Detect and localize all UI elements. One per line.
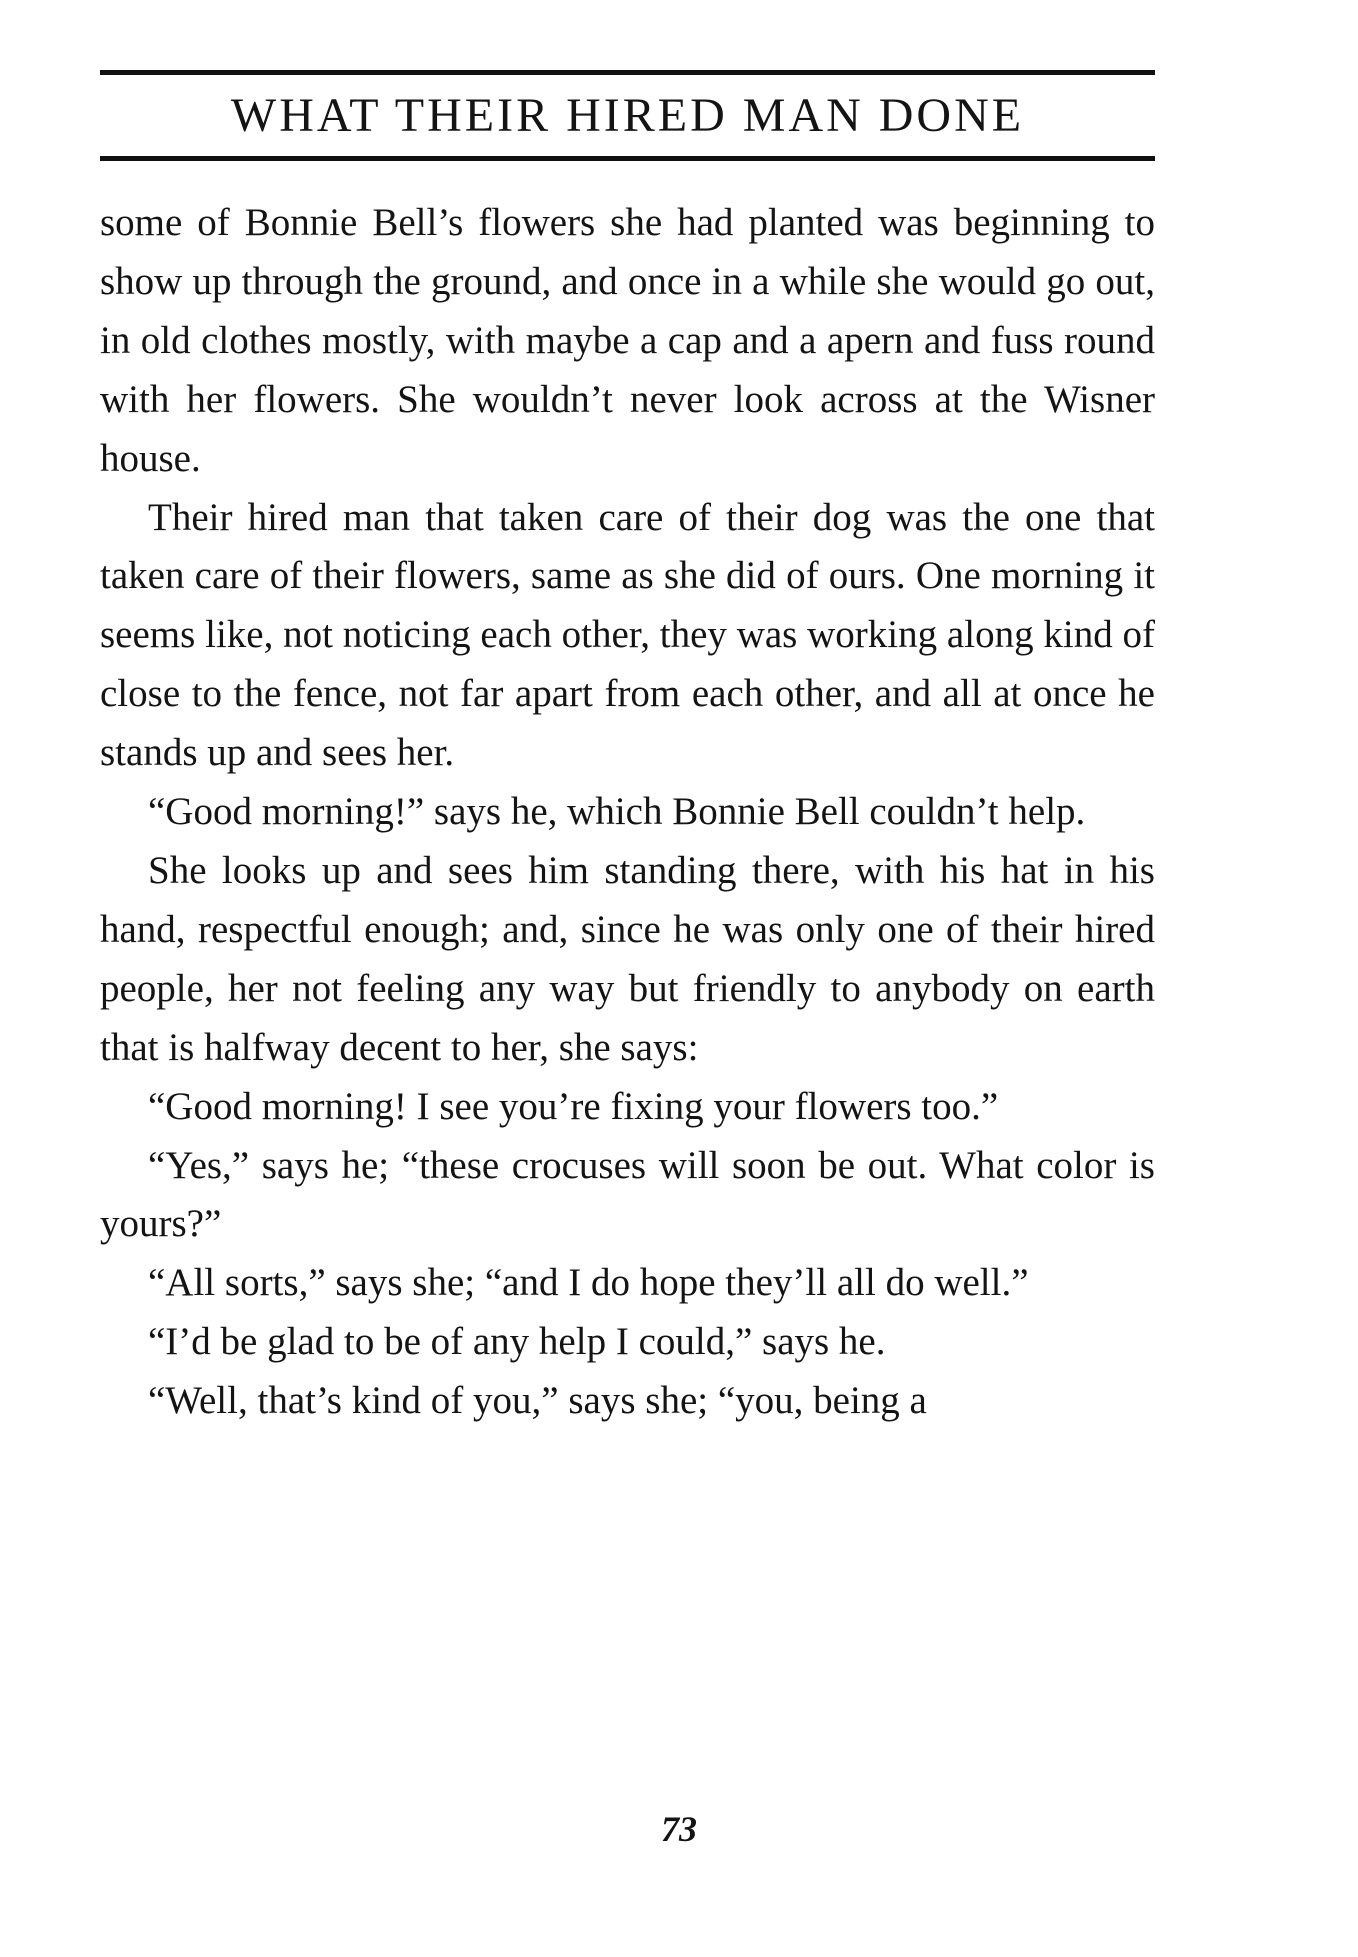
paragraph-dialogue: “All sorts,” says she; “and I do hope they’ll all do well.” [148,1261,1029,1305]
paragraph: She looks up and sees him standing there, with his hat in his hand, respectful enough; and, since he was only one of their hired people, her not feeling any way but friendly to anybody on earth that is halfway decent to her, she says: [100,848,1155,1069]
body-text [100,194,1155,1431]
paragraph-continued: some of Bonnie Bell’s flowers she had planted was beginning to show up through the ground, and once in a while she would go out, in old clothes mostly, with maybe a cap and a apern and fuss round with her flowers. She wouldn’t never look across at the Wisner house. [100,201,1155,480]
header-rule-top [100,70,1155,75]
header-rule-bottom [100,156,1155,161]
paragraph-dialogue: “Good morning!” says he, which Bonnie Bell couldn’t help. [148,790,1086,834]
paragraph-dialogue: “Well, that’s kind of you,” says she; “you, being a [148,1379,927,1423]
paragraph-dialogue: “Good morning! I see you’re fixing your flowers too.” [148,1084,999,1128]
paragraph-dialogue: “I’d be glad to be of any help I could,” says he. [148,1320,886,1364]
paragraph: Their hired man that taken care of their dog was the one that taken care of their flowers, same as she did of ours. One morning it seems like, not noticing each other, they was working along kind of close to the fence, not far apart from each other, and all at once he stands up and sees her. [100,495,1155,775]
page-number: 73 [661,1809,697,1849]
running-head: WHAT THEIR HIRED MAN DONE [230,89,1025,142]
paragraph-dialogue: “Yes,” says he; “these crocuses will soon be out. What color is yours?” [100,1143,1155,1246]
